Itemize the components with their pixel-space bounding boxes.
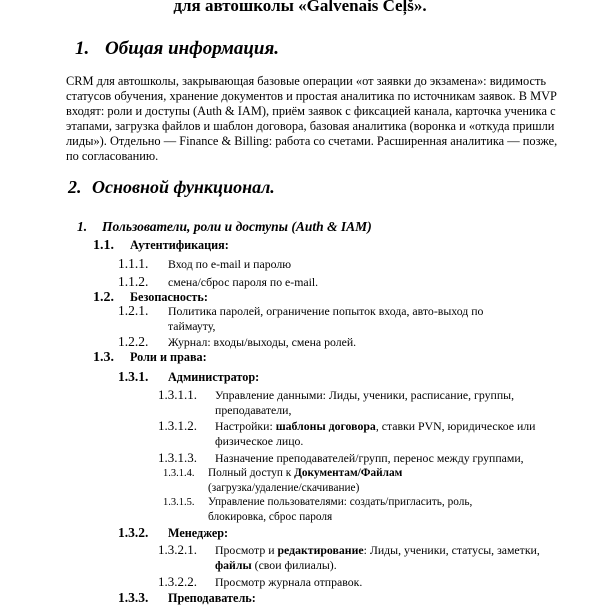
list-item-1-3-1-4 bbox=[163, 466, 402, 496]
section-heading-2 bbox=[68, 177, 275, 198]
list-item-1-2-1 bbox=[118, 303, 483, 334]
list-item-1-3-1-3 bbox=[158, 450, 524, 466]
list-number: 1.3.2.2. bbox=[158, 574, 197, 589]
list-number: 1.3.2.1. bbox=[158, 542, 197, 557]
list-number: 1.3.1.2. bbox=[158, 418, 197, 433]
list-item-1-2-2 bbox=[118, 334, 356, 350]
list-text: смена/сброс пароля по e-mail. bbox=[168, 275, 319, 289]
list-text: Управление пользователями: создать/пригласить, роль, блокировка, сброс пароля bbox=[208, 496, 473, 523]
subsection-number: 1. bbox=[77, 219, 88, 234]
list-item-1-3-1-5 bbox=[163, 495, 472, 525]
subsection-heading bbox=[77, 219, 372, 235]
section-1-title: Общая информация. bbox=[105, 38, 280, 59]
list-item-1-3-2-2 bbox=[158, 574, 362, 590]
list-text: Просмотр журнала отправок. bbox=[215, 575, 363, 589]
list-number: 1.1.1. bbox=[118, 256, 149, 271]
list-text: Управление данными: Лиды, ученики, расписание, группы, преподаватели, bbox=[215, 388, 515, 417]
list-number: 1.3.1.4. bbox=[163, 468, 195, 479]
section-2-title: Основной функционал. bbox=[92, 177, 275, 197]
doc-title: для автошколы «Galvenais Ceļš». bbox=[173, 0, 427, 15]
list-text: Журнал: входы/выходы, смена ролей. bbox=[168, 335, 357, 349]
list-number: 1.3.1. bbox=[118, 369, 149, 384]
list-text: Просмотр и редактирование: Лиды, ученики, статусы, заметки, файлы (свои филиалы). bbox=[215, 543, 540, 572]
list-item-1-3-1 bbox=[118, 369, 259, 385]
list-number: 1.3.2. bbox=[118, 525, 149, 540]
list-number: 1.2. bbox=[93, 290, 114, 305]
list-text: Роли и права: bbox=[130, 350, 207, 364]
list-number: 1.2.2. bbox=[118, 334, 149, 349]
list-item-1-3-2-1 bbox=[158, 542, 540, 573]
list-text: Полный доступ к Документам/Файлам (загрузка/удаление/скачивание) bbox=[208, 467, 403, 494]
list-text: Назначение преподавателей/групп, перенос между группами, bbox=[215, 451, 524, 465]
list-text: Вход по e-mail и паролю bbox=[168, 257, 292, 271]
list-text: Преподаватель: bbox=[168, 591, 256, 605]
list-number: 1.3.1.3. bbox=[158, 450, 197, 465]
subsection-title: Пользователи, роли и доступы (Auth & IAM) bbox=[102, 219, 372, 234]
list-item-1-3-3 bbox=[118, 590, 256, 606]
list-text: Менеджер: bbox=[168, 526, 229, 540]
section-2-number: 2. bbox=[68, 177, 82, 197]
list-item-1-3-1-2 bbox=[158, 418, 535, 449]
list-number: 1.3.1.5. bbox=[163, 497, 195, 508]
list-text: Аутентификация: bbox=[130, 238, 229, 252]
list-item-1-1 bbox=[93, 238, 229, 253]
list-number: 1.3. bbox=[93, 350, 114, 365]
section-1-number: 1. bbox=[75, 38, 90, 59]
list-item-1-3 bbox=[93, 350, 207, 365]
list-item-1-3-1-1 bbox=[158, 387, 514, 418]
list-text: Политика паролей, ограничение попыток входа, авто-выход по таймауту, bbox=[168, 304, 484, 333]
list-number: 1.1.2. bbox=[118, 274, 149, 289]
section-heading-1 bbox=[75, 38, 279, 60]
list-number: 1.3.1.1. bbox=[158, 387, 197, 402]
list-text: Настройки: шаблоны договора, ставки PVN, юридическое или физическое лицо. bbox=[215, 419, 536, 448]
list-item-1-1-2 bbox=[118, 274, 318, 290]
list-number: 1.2.1. bbox=[118, 303, 149, 318]
list-item-1-3-2 bbox=[118, 525, 228, 541]
list-item-1-1-1 bbox=[118, 256, 291, 272]
list-number: 1.3.3. bbox=[118, 590, 149, 605]
intro-paragraph: CRM для автошколы, закрывающая базовые операции «от заявки до экзамена»: видимость статусов обучения, хранение документов и простая аналитика по источникам заявок. В MVP входят: роли и доступы (Auth & IAM), приём заявок с фиксацией канала, карточка ученика с этапами, загрузка файлов и шаблон договора, базовая аналитика (воронка и «откуда пришли лиды»). Отдельно — Finance & Billing: работа со счетами. Расширенная аналитика — позже, по согласованию. bbox=[66, 74, 558, 163]
list-text: Безопасность: bbox=[130, 290, 208, 304]
list-text: Администратор: bbox=[168, 370, 260, 384]
list-number: 1.1. bbox=[93, 238, 114, 253]
